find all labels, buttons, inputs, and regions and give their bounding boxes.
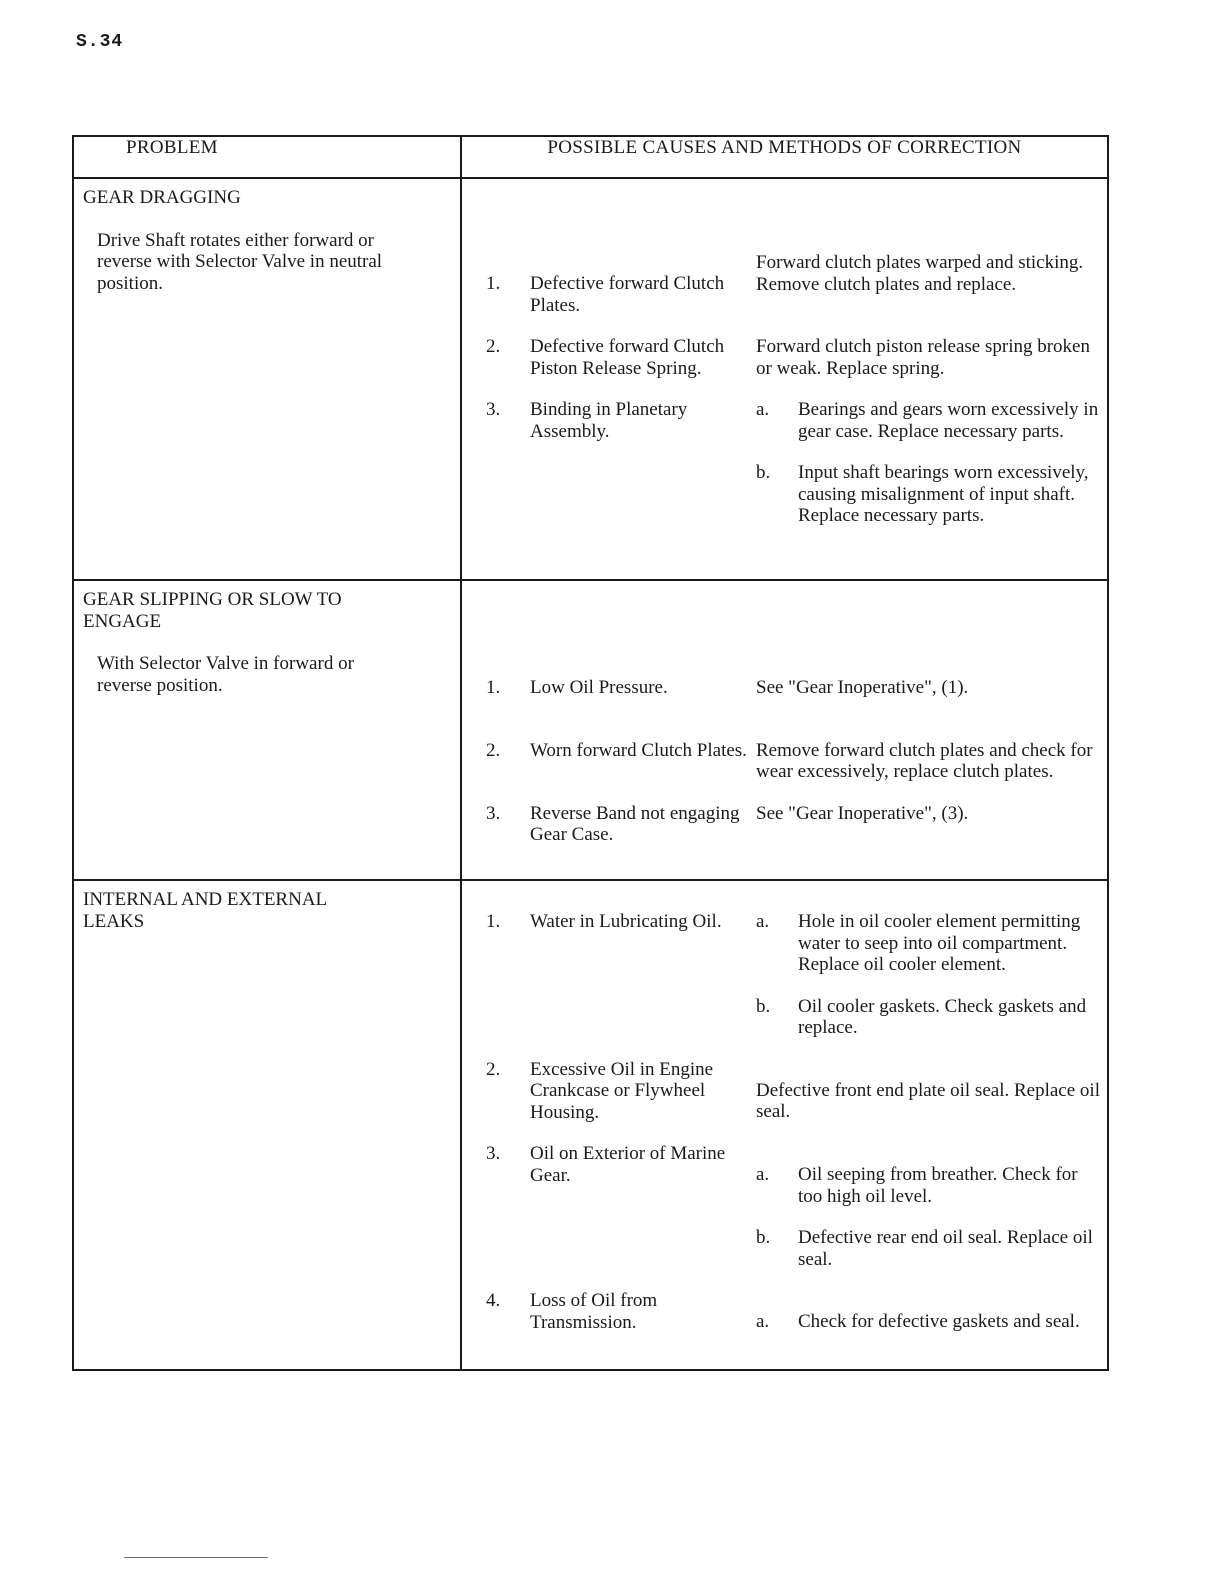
cause-number: 2. (486, 1058, 501, 1080)
sub-fix (756, 462, 1103, 527)
sub-fix-text: Oil seeping from breather. Check for too high oil level. (798, 1164, 1078, 1207)
causes-cell (461, 880, 1108, 1370)
table-row (73, 880, 1108, 1370)
sub-fix (756, 996, 1103, 1039)
cause-number: 1. (486, 911, 501, 932)
table-row (73, 580, 1108, 880)
cause-item (462, 740, 1107, 783)
problem-cell (73, 880, 461, 1370)
sub-fix (756, 1164, 1103, 1207)
problem-description: Drive Shaft rotates either forward or reverse with Selector Valve in neutral position. (97, 229, 383, 294)
cause-fix: Defective front end plate oil seal. Replace oil seal. (756, 1079, 1100, 1122)
cause-number: 1. (486, 677, 501, 698)
causes-cell (461, 178, 1108, 580)
cause-label: Oil on Exterior of Marine Gear. (530, 1143, 726, 1186)
cause-fix: Forward clutch plates warped and sticking. Remove clutch plates and replace. (756, 252, 1084, 295)
cause-item (462, 399, 1107, 527)
cause-label: Water in Lubricating Oil. (530, 911, 722, 932)
cause-fix: Forward clutch piston release spring broken or weak. Replace spring. (756, 336, 1090, 379)
footer-rule (124, 1557, 268, 1558)
cause-item (462, 336, 1107, 379)
cause-label: Defective forward Clutch Plates. (530, 273, 725, 316)
cause-fix-list (756, 1143, 1107, 1270)
cause-label: Worn forward Clutch Plates. (530, 739, 747, 761)
sub-fix-letter: a. (756, 911, 770, 932)
cause-item (462, 1059, 1107, 1124)
cause-number: 3. (486, 802, 501, 824)
sub-fix-letter: b. (756, 995, 771, 1017)
sub-fix (756, 1227, 1103, 1270)
sub-fix-text: Input shaft bearings worn excessively, causing misalignment of input shaft. Replace necessary parts. (798, 462, 1089, 526)
causes-cell (461, 580, 1108, 880)
sub-fix-text: Hole in oil cooler element permitting water to seep into oil compartment. Replace oil cooler element. (798, 911, 1081, 975)
sub-fix-text: Check for defective gaskets and seal. (798, 1311, 1080, 1332)
cause-label: Loss of Oil from Transmission. (530, 1290, 658, 1333)
sub-fix-letter: b. (756, 462, 771, 483)
sub-fix (756, 399, 1103, 442)
problem-cell (73, 178, 461, 580)
sub-fix-text: Bearings and gears worn excessively in gear case. Replace necessary parts. (798, 399, 1099, 442)
table-header-row (73, 136, 1108, 178)
sub-fix-text: Oil cooler gaskets. Check gaskets and replace. (798, 995, 1087, 1038)
cause-fix-list (756, 911, 1107, 1039)
sub-fix (756, 1311, 1103, 1333)
problem-title: INTERNAL AND EXTERNAL LEAKS (83, 889, 327, 932)
cause-label: Reverse Band not engaging Gear Case. (530, 802, 740, 845)
cause-number: 3. (486, 399, 501, 420)
cause-item (462, 1290, 1107, 1333)
problem-title: GEAR SLIPPING OR SLOW TO ENGAGE (83, 589, 342, 632)
troubleshooting-table (72, 135, 1109, 1371)
cause-label: Excessive Oil in Engine Crankcase or Flywheel Housing. (530, 1058, 714, 1123)
problem-description: With Selector Valve in forward or reverse position. (97, 653, 354, 696)
cause-label: Binding in Planetary Assembly. (530, 399, 688, 442)
cause-number: 4. (486, 1290, 501, 1311)
table-row (73, 178, 1108, 580)
sub-fix-letter: a. (756, 1164, 770, 1185)
cause-item (462, 252, 1107, 316)
problem-cell (73, 580, 461, 880)
sub-fix-text: Defective rear end oil seal. Replace oil seal. (798, 1227, 1093, 1270)
problem-column-header: PROBLEM (73, 136, 461, 178)
cause-fix: See "Gear Inoperative", (3). (756, 802, 969, 824)
cause-item (462, 803, 1107, 846)
cause-label: Low Oil Pressure. (530, 677, 668, 698)
cause-item (462, 911, 1107, 1039)
cause-fix-list (756, 1290, 1107, 1333)
cause-number: 2. (486, 739, 501, 761)
cause-number: 3. (486, 1143, 501, 1164)
cause-item (462, 677, 1107, 699)
causes-column-header: POSSIBLE CAUSES AND METHODS OF CORRECTION (461, 136, 1108, 178)
cause-fix: Remove forward clutch plates and check for wear excessively, replace clutch plates. (756, 739, 1093, 782)
cause-number: 2. (486, 336, 501, 357)
page-number: S.34 (76, 32, 124, 52)
sub-fix-letter: a. (756, 1311, 770, 1332)
cause-fix-list (756, 399, 1107, 527)
cause-fix: See "Gear Inoperative", (1). (756, 677, 969, 698)
problem-title: GEAR DRAGGING (83, 187, 241, 208)
cause-number: 1. (486, 273, 501, 294)
cause-item (462, 1143, 1107, 1270)
sub-fix-letter: a. (756, 399, 770, 420)
sub-fix (756, 911, 1103, 976)
sub-fix-letter: b. (756, 1227, 771, 1248)
cause-label: Defective forward Clutch Piston Release Spring. (530, 336, 725, 379)
